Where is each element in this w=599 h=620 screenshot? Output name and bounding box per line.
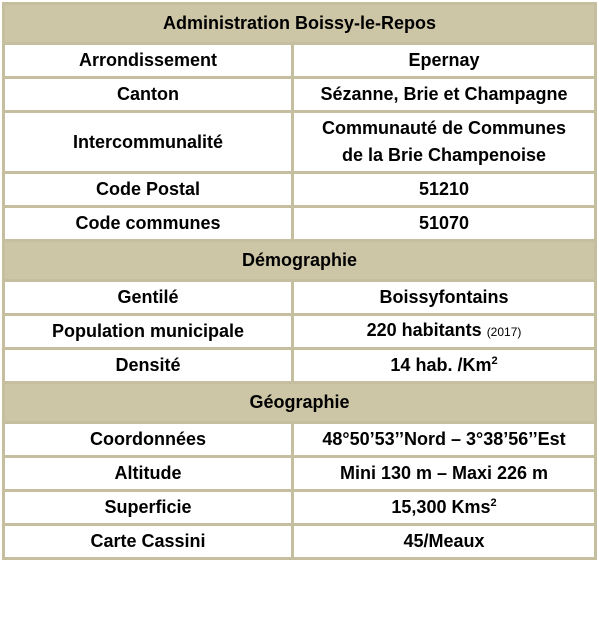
- row-value: Epernay: [294, 45, 594, 76]
- row-value-line-1: Communauté de Communes: [321, 118, 567, 138]
- row-value: [294, 316, 594, 347]
- table-row: [5, 424, 594, 455]
- table-row: [5, 458, 594, 489]
- row-label: Coordonnées: [5, 424, 291, 455]
- table-row: [5, 316, 594, 347]
- commune-info-table: [2, 2, 597, 560]
- row-label: Code Postal: [5, 174, 291, 205]
- population-year: (2017): [486, 325, 522, 339]
- row-value: 51070: [294, 208, 594, 239]
- table-row: [5, 113, 594, 171]
- row-label: Arrondissement: [5, 45, 291, 76]
- table-row: [5, 174, 594, 205]
- density-value: 14 hab. /Km: [390, 355, 492, 375]
- row-value: Mini 130 m – Maxi 226 m: [294, 458, 594, 489]
- row-label: Gentilé: [5, 282, 291, 313]
- row-label: Canton: [5, 79, 291, 110]
- row-value: 45/Meaux: [294, 526, 594, 557]
- row-value: [294, 113, 594, 171]
- section-title: Démographie: [5, 242, 594, 279]
- row-label: Carte Cassini: [5, 526, 291, 557]
- section-header-geographie: [5, 384, 594, 421]
- table-row: [5, 45, 594, 76]
- section-title: Géographie: [5, 384, 594, 421]
- row-value: 51210: [294, 174, 594, 205]
- area-value: 15,300 Kms: [391, 497, 491, 517]
- superscript: 2: [490, 497, 497, 509]
- row-value-line-2: de la Brie Champenoise: [341, 145, 547, 165]
- table-row: [5, 492, 594, 523]
- row-value: [294, 350, 594, 381]
- row-label: Code communes: [5, 208, 291, 239]
- row-value: [294, 492, 594, 523]
- section-header-demographie: [5, 242, 594, 279]
- table-row: [5, 526, 594, 557]
- table-row: [5, 208, 594, 239]
- table-row: [5, 79, 594, 110]
- table-row: [5, 282, 594, 313]
- row-value: Boissyfontains: [294, 282, 594, 313]
- population-value: 220 habitants: [366, 320, 482, 340]
- row-label: Intercommunalité: [5, 113, 291, 171]
- row-value: 48°50’53’’Nord – 3°38’56’’Est: [294, 424, 594, 455]
- superscript: 2: [491, 355, 498, 367]
- row-label: Densité: [5, 350, 291, 381]
- row-value: Sézanne, Brie et Champagne: [294, 79, 594, 110]
- table-row: [5, 350, 594, 381]
- section-title: Administration Boissy-le-Repos: [5, 5, 594, 42]
- row-label: Superficie: [5, 492, 291, 523]
- row-label: Population municipale: [5, 316, 291, 347]
- row-label: Altitude: [5, 458, 291, 489]
- section-header-administration: [5, 5, 594, 42]
